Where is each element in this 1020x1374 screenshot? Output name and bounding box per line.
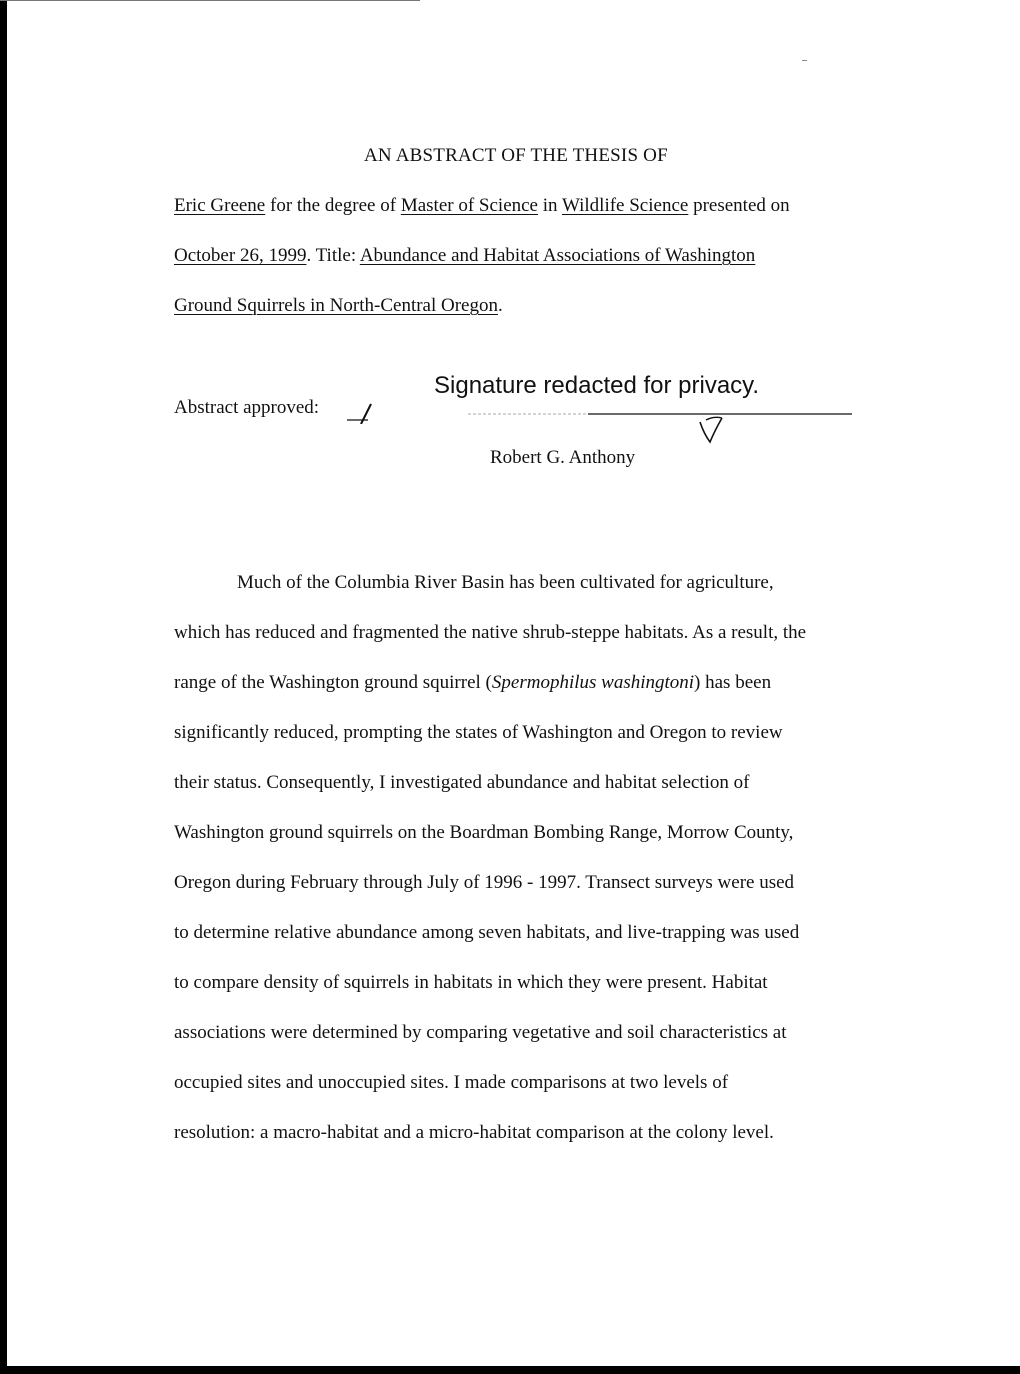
abstract-line: Washington ground squirrels on the Boardman Bombing Range, Morrow County, (174, 822, 794, 843)
advisor-name: Robert G. Anthony (490, 447, 636, 468)
abstract-line: to compare density of squirrels in habitats in which they were present. Habitat (174, 972, 768, 993)
abstract-line: which has reduced and fragmented the native shrub-steppe habitats. As a result, the (174, 622, 807, 643)
degree-name: Master of Science (400, 195, 538, 216)
field-name: Wildlife Science (561, 195, 689, 216)
abstract-line: Oregon during February through July of 1996 - 1997. Transect surveys were used (174, 872, 795, 893)
species-name: Spermophilus washingtoni (491, 672, 695, 693)
title-period: . (498, 295, 503, 316)
scan-border-bottom (0, 1366, 1020, 1374)
approval-pen-mark (346, 398, 376, 424)
author-degree-line (174, 195, 790, 217)
text-title: . Title: (306, 245, 360, 266)
signature-redacted-notice: Signature redacted for privacy. (434, 372, 760, 399)
signature-line (468, 412, 852, 452)
title-continuation-line (174, 295, 503, 317)
abstract-line: resolution: a macro-habitat and a micro-habitat comparison at the colony level. (174, 1122, 774, 1143)
abstract-line-text: ) has been (694, 672, 772, 693)
signature-check-mark (700, 418, 722, 442)
scan-speck (802, 60, 807, 61)
thesis-title-part1: Abundance and Habitat Associations of Washington (359, 245, 756, 266)
presentation-date: October 26, 1999 (174, 245, 307, 266)
text-presented-on: presented on (688, 195, 790, 216)
text-in: in (538, 195, 562, 216)
abstract-line (174, 672, 894, 694)
abstract-heading: AN ABSTRACT OF THE THESIS OF (364, 145, 668, 166)
abstract-line: occupied sites and unoccupied sites. I made comparisons at two levels of (174, 1072, 729, 1093)
abstract-line: their status. Consequently, I investigated abundance and habitat selection of (174, 772, 750, 793)
thesis-title-part2: Ground Squirrels in North-Central Oregon (174, 295, 498, 316)
abstract-approved-label: Abstract approved: (174, 397, 320, 418)
abstract-line-text: range of the Washington ground squirrel ( (174, 672, 492, 693)
date-title-line (174, 245, 755, 267)
scan-border-left (0, 0, 7, 1374)
abstract-line: associations were determined by comparing vegetative and soil characteristics at (174, 1022, 787, 1043)
text-for-degree: for the degree of (265, 195, 401, 216)
abstract-line: to determine relative abundance among seven habitats, and live-trapping was used (174, 922, 800, 943)
author-name: Eric Greene (174, 195, 266, 216)
abstract-line: significantly reduced, prompting the states of Washington and Oregon to review (174, 722, 783, 743)
scan-border-top (0, 0, 420, 1)
abstract-line: Much of the Columbia River Basin has been cultivated for agriculture, (237, 572, 774, 593)
